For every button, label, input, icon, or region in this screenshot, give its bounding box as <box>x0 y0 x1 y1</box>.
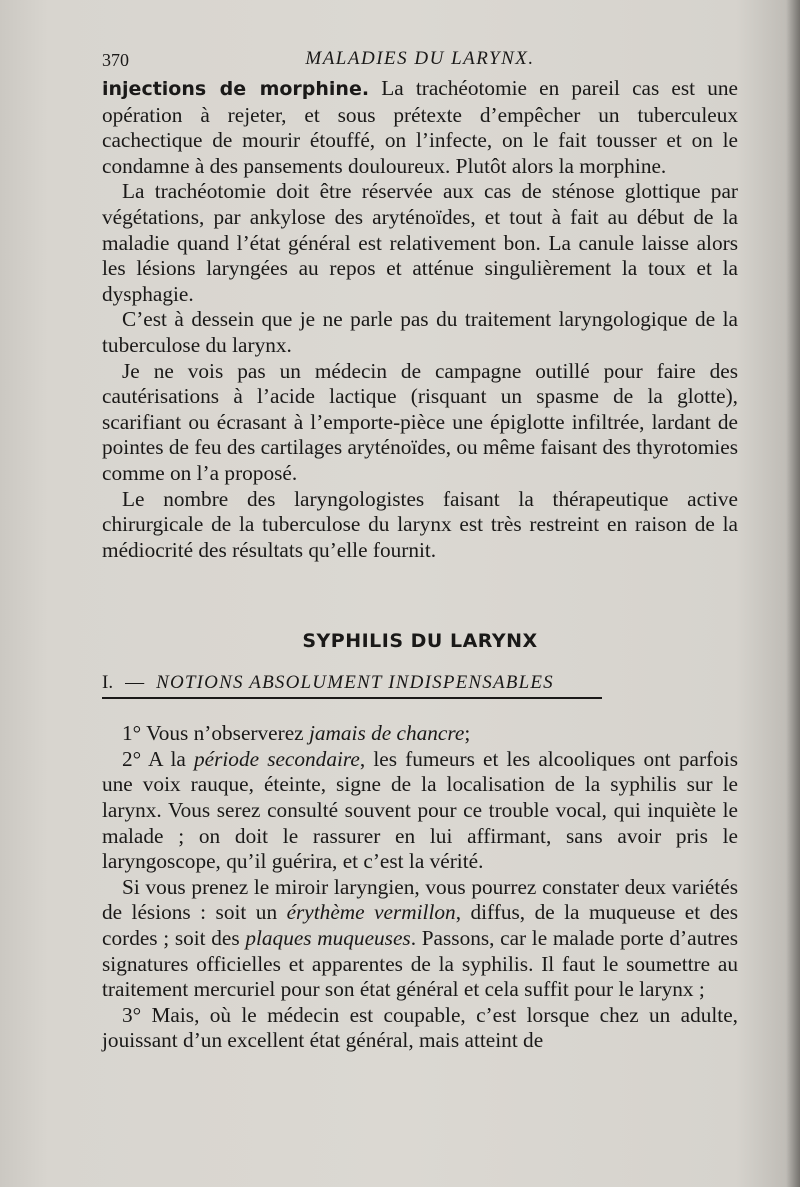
running-head <box>102 40 738 76</box>
point-text: , diffus, de la muqueuse et des cordes ; soit des <box>102 900 738 951</box>
point-emphasis: période secondaire <box>194 746 360 771</box>
running-title: MALADIES DU LARYNX. <box>305 48 535 69</box>
bold-lead-text: injections de morphine. <box>102 78 370 100</box>
page-edge-shadow <box>786 0 800 1187</box>
paragraph-country-doctor: Je ne vois pas un médecin de campagne outillé pour faire des cautérisations à l’acide lactique (risquant un spasme de la glotte), scarifiant ou écrasant à l’emporte-pièce une épiglotte infiltrée, lardant de pointes de feu des cartilages aryténoïdes, ou même faisant des thyrotomies comme on l’a proposé. <box>102 358 738 485</box>
point-2-continued <box>102 875 738 1003</box>
subsection-number: I. <box>102 672 114 694</box>
point-text: ; <box>464 721 471 746</box>
paragraph-tracheotomy: La trachéotomie doit être réservée aux cas de sténose glottique par végétations, par ankylose des aryténoïdes, et tout à fait au début de la maladie quand l’état général est relativement bon. La canule laisse alors les lésions laryngées au repos et atténue singulièrement la toux et la dysphagie. <box>102 179 738 306</box>
point-text: Si vous prenez le miroir laryngien, vous pourrez constater deux variétés de lésions : soit un <box>102 874 738 925</box>
paragraph-laryngology: C’est à dessein que je ne parle pas du traitement laryngologique de la tuberculose du larynx. <box>102 307 738 357</box>
text-block <box>102 40 738 1054</box>
point-emphasis: érythème vermillon <box>286 900 456 925</box>
subsection-title: NOTIONS ABSOLUMENT INDISPENSABLES <box>156 672 554 694</box>
subsection-heading <box>102 669 738 697</box>
point-emphasis: plaques muqueuses <box>245 926 411 951</box>
section-title: SYPHILIS DU LARYNX <box>302 630 538 653</box>
point-text: 1° Vous n’observerez <box>122 721 309 746</box>
paragraph-text: La trachéotomie en pareil cas est une opération à rejeter, et sous prétexte d’empêcher un tuberculeux cachectique de mourir étouffé, on l’infecte, on le fait tousser et on le condamne à des pansements douloureux. Plutôt alors la morphine. <box>102 76 738 178</box>
point-2 <box>102 747 738 875</box>
paragraph-morphine <box>102 76 738 179</box>
point-1 <box>102 721 738 747</box>
paragraph-laryngologists: Le nombre des laryngologistes faisant la thérapeutique active chirurgicale de la tuberculose du larynx est très restreint en raison de la médiocrité des résultats qu’elle fournit. <box>102 486 738 562</box>
page-number: 370 <box>102 50 129 70</box>
point-text: 2° A la <box>122 746 194 771</box>
spacer <box>102 699 738 721</box>
point-3: 3° Mais, où le médecin est coupable, c’est lorsque chez un adulte, jouissant d’un excellent état général, mais atteint de <box>102 1002 738 1053</box>
subsection-dash: — <box>125 672 145 694</box>
point-text: , les fumeurs et les alcooliques ont parfois une voix rauque, éteinte, signe de la localisation de la syphilis sur le larynx. Vous serez consulté souvent pour ce trouble vocal, qui inquiète le malade ; on doit le rassurer en lui affirmant, sans avoir pris le laryngoscope, qu’il guérira, et c’est la vérité. <box>102 746 738 874</box>
point-emphasis: jamais de chancre <box>308 721 465 746</box>
point-text: . Passons, car le malade porte d’autres signatures officielles et apparentes de la syphilis. Il faut le soumettre au traitement mercuriel pour son état général et cela suffit pour le larynx ; <box>102 926 738 1002</box>
